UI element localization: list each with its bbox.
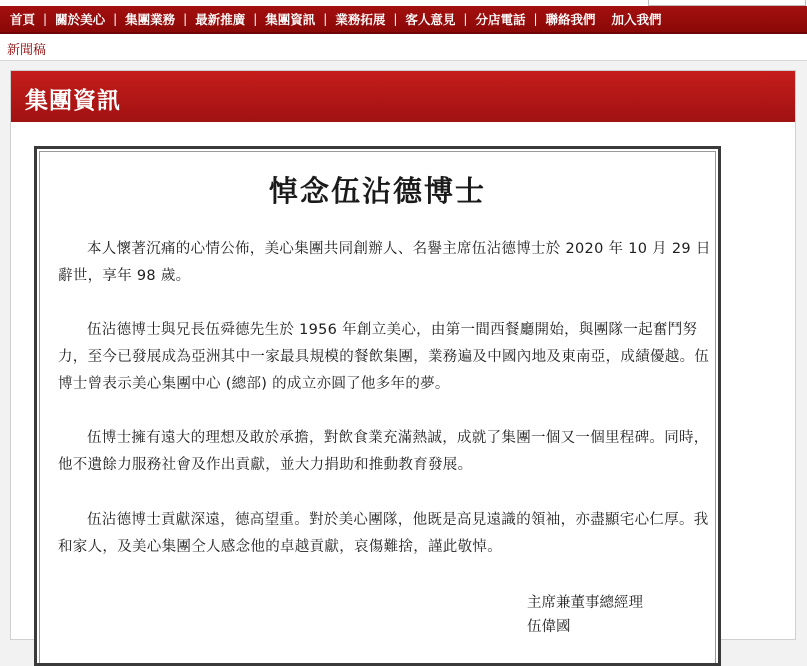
nav-item-branch-phone[interactable]: 分店電話 xyxy=(475,12,526,27)
nav-item-join[interactable]: 加入我們 xyxy=(611,12,662,27)
nav-item-contact[interactable]: 聯絡我們 xyxy=(545,12,596,27)
signature-title: 主席兼董事總經理 xyxy=(527,595,643,611)
nav-separator: | xyxy=(43,12,48,26)
notice-paragraph: 本人懷著沉痛的心情公佈，美心集團共同創辦人、名譽主席伍沾德博士於 2020 年 10 月 29 日辭世，享年 98 歲。 xyxy=(58,241,711,284)
nav-item-about[interactable]: 關於美心 xyxy=(55,12,106,27)
nav-separator: | xyxy=(323,12,328,26)
main-nav xyxy=(0,6,807,34)
signature-name: 伍偉國 xyxy=(527,619,571,635)
nav-item-expansion[interactable]: 業務拓展 xyxy=(335,12,386,27)
nav-separator: | xyxy=(393,12,398,26)
nav-item-home[interactable]: 首頁 xyxy=(10,12,36,27)
nav-separator: | xyxy=(463,12,468,26)
nav-separator: | xyxy=(113,12,118,26)
section-header xyxy=(11,71,795,122)
nav-separator: | xyxy=(183,12,188,26)
nav-item-business[interactable]: 集團業務 xyxy=(125,12,176,27)
content-panel xyxy=(10,70,796,640)
nav-separator: | xyxy=(533,12,538,26)
sub-nav xyxy=(0,34,807,61)
nav-item-promotions[interactable]: 最新推廣 xyxy=(195,12,246,27)
subnav-item-press-release[interactable]: 新聞稿 xyxy=(7,43,47,58)
notice-paragraph: 伍博士擁有遠大的理想及敢於承擔，對飲食業充滿熱誠，成就了集團一個又一個里程碑。同時，他不遺餘力服務社會及作出貢獻，並大力捐助和推動教育發展。 xyxy=(58,430,709,473)
section-title: 集團資訊 xyxy=(25,88,121,114)
obituary-notice xyxy=(34,146,721,666)
notice-title: 悼念伍沾德博士 xyxy=(268,174,486,208)
notice-inner-border xyxy=(39,151,716,663)
notice-paragraph: 伍沾德博士與兄長伍舜德先生於 1956 年創立美心，由第一間西餐廳開始，與團隊一起奮鬥努力，至今已發展成為亞洲其中一家最具規模的餐飲集團，業務遍及中國內地及東南亞，成績優越。伍博士曾表示美心集團中心 (總部) 的成立亦圓了他多年的夢。 xyxy=(58,322,710,392)
nav-item-group-info[interactable]: 集團資訊 xyxy=(265,12,316,27)
nav-item-feedback[interactable]: 客人意見 xyxy=(405,12,456,27)
notice-paragraph: 伍沾德博士貢獻深遠，德高望重。對於美心團隊，他既是高見遠識的領袖，亦盡顯宅心仁厚。我和家人，及美心集團仝人感念他的卓越貢獻，哀傷難捨，謹此敬悼。 xyxy=(58,512,709,555)
nav-separator: | xyxy=(253,12,258,26)
